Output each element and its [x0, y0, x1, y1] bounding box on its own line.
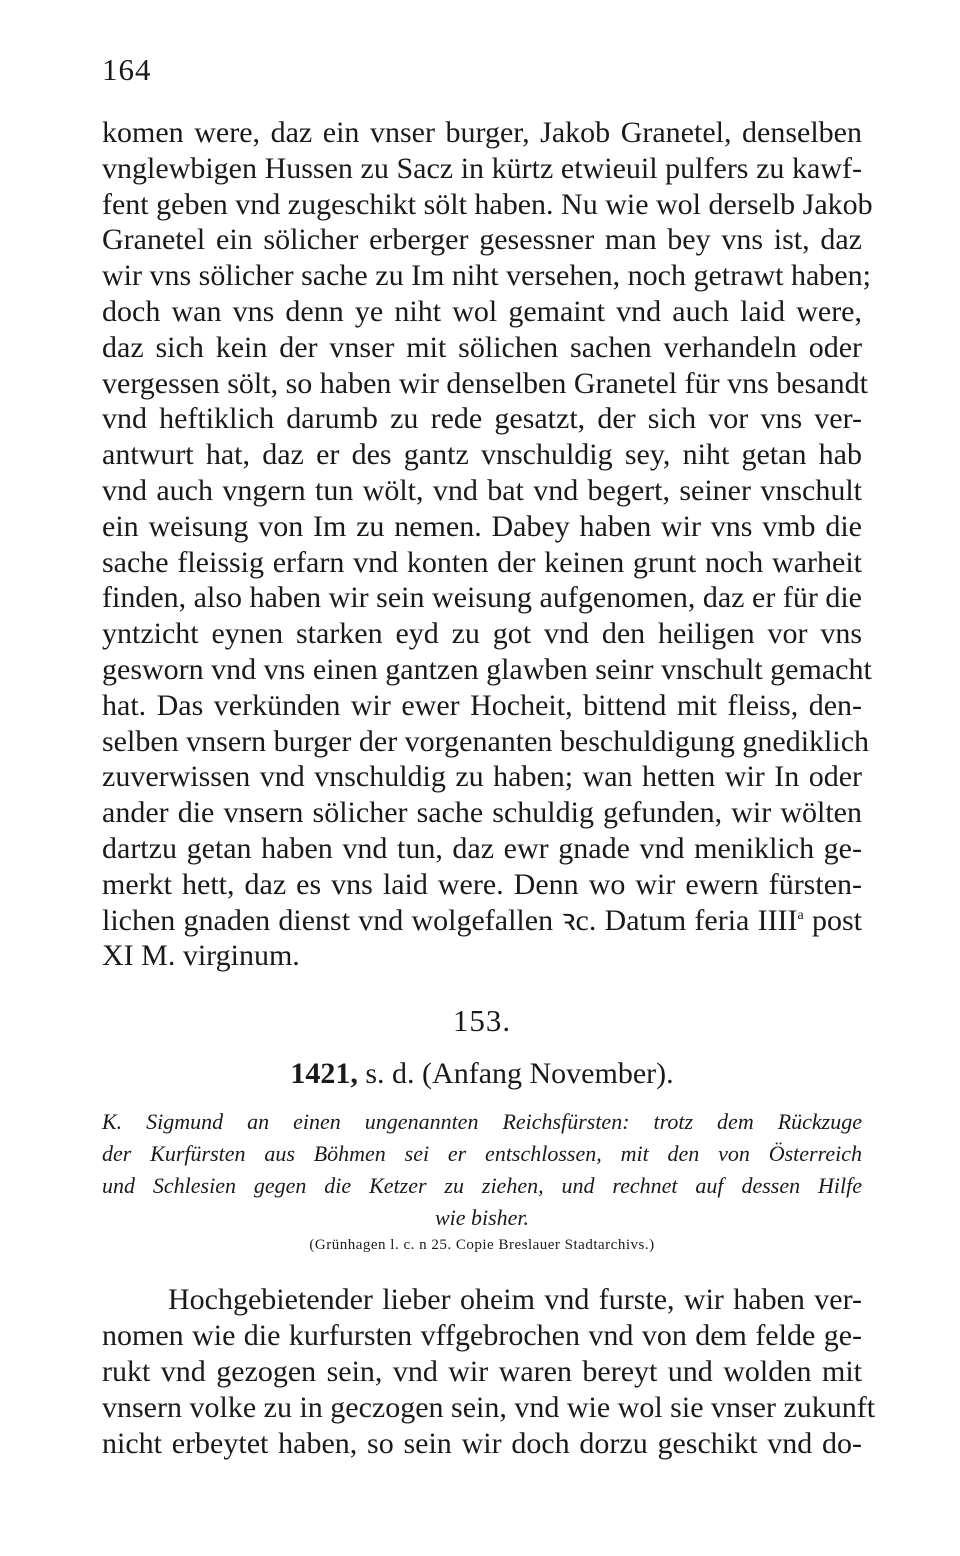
text-line: sache fleissig erfarn vnd konten der keinen grunt noch warheit	[102, 545, 862, 579]
summary-line: und Schlesien gegen die Ketzer zu ziehen, und rechnet auf dessen Hilfe	[102, 1173, 862, 1198]
date-text: lichen gnaden dienst vnd wolgefallen ꝛc. Datum feria IIII	[102, 903, 798, 937]
text-line: merkt hett, daz es vns laid were. Denn wo wir ewern fürsten-	[102, 867, 862, 901]
text-line: ander die vnsern sölicher sache schuldig gefunden, wir wölten	[102, 796, 862, 830]
text-line: yntzicht eynen starken eyd zu got vnd den heiligen vor vns	[102, 617, 862, 651]
text-line: zuverwissen vnd vnschuldig zu haben; wan hetten wir In oder	[102, 760, 862, 794]
text-line: doch wan vns denn ye niht wol gemaint vnd auch laid were,	[102, 294, 862, 328]
text-line: vnglewbigen Hussen zu Sacz in kürtz etwieuil pulfers zu kawf-	[102, 151, 862, 185]
text-line: vnd auch vngern tun wölt, vnd bat vnd begert, seiner vnschult	[102, 473, 862, 507]
text-line: Granetel ein sölicher erberger gesessner man bey vns ist, daz	[102, 223, 862, 257]
text-line: ein weisung von Im zu nemen. Dabey haben wir vns vmb die	[102, 509, 862, 543]
letter-line: nicht erbeytet haben, so sein wir doch dorzu geschikt vnd do-	[102, 1427, 862, 1460]
summary-line: K. Sigmund an einen ungenannten Reichsfürsten: trotz dem Rückzuge	[102, 1109, 862, 1134]
letter-line: Hochgebietender lieber oheim vnd furste, wir haben ver-	[168, 1283, 862, 1316]
date-heading-year: 1421,	[290, 1057, 358, 1090]
text-line: hat. Das verkünden wir ewer Hocheit, bittend mit fleiss, den-	[102, 688, 862, 722]
date-heading-rest: s. d. (Anfang November).	[365, 1057, 674, 1090]
text-line: XI M. virginum.	[102, 939, 300, 973]
summary-line: wie bisher.	[434, 1205, 530, 1230]
text-line: antwurt hat, daz er des gantz vnschuldig sey, niht getan hab	[102, 438, 862, 472]
text-line: komen were, daz ein vnser burger, Jakob Granetel, denselben	[102, 116, 862, 149]
document-number: 153.	[452, 1003, 512, 1038]
letter-text	[102, 1282, 876, 1462]
page-number: 164	[102, 52, 152, 87]
letter-line: rukt vnd gezogen sein, vnd wir waren bereyt und wolden mit	[102, 1355, 862, 1388]
text-line: finden, also haben wir sein weisung aufgenomen, daz er für die	[102, 581, 862, 615]
text-line: dartzu getan haben vnd tun, daz ewr gnade vnd meniklich ge-	[102, 831, 862, 865]
letter-line: nomen wie die kurfursten vffgebrochen vnd von dem felde ge-	[102, 1319, 862, 1352]
document-summary	[102, 1106, 862, 1234]
text-line: vergessen sölt, so haben wir denselben Granetel für vns besandt	[102, 366, 868, 400]
summary-line: der Kurfürsten aus Böhmen sei er entschlossen, mit den von Österreich	[102, 1141, 862, 1166]
letter-continuation-text	[102, 115, 873, 974]
date-heading	[102, 1057, 862, 1091]
letter-line: vnsern volke zu in geczogen sein, vnd wie wol sie vnser zukunft	[102, 1391, 876, 1424]
text-line: wir vns sölicher sache zu Im niht versehen, noch getrawt haben;	[102, 259, 871, 293]
text-line: fent geben vnd zugeschikt sölt haben. Nu wie wol derselb Jakob	[102, 187, 873, 221]
text-line: selben vnsern burger der vorgenanten beschuldigung gnediklich	[102, 724, 870, 758]
source-note: (Grünhagen l. c. n 25. Copie Breslauer Stadtarchivs.)	[309, 1237, 655, 1253]
ordinal-superscript: a	[797, 907, 804, 923]
text-line-with-date	[102, 903, 862, 939]
date-tail: post	[811, 903, 862, 937]
text-line: vnd heftiklich darumb zu rede gesatzt, der sich vor vns ver-	[102, 402, 862, 436]
text-line: daz sich kein der vnser mit sölichen sachen verhandeln oder	[102, 330, 862, 364]
text-line: gesworn vnd vns einen gantzen glawben seinr vnschult gemacht	[102, 652, 872, 686]
